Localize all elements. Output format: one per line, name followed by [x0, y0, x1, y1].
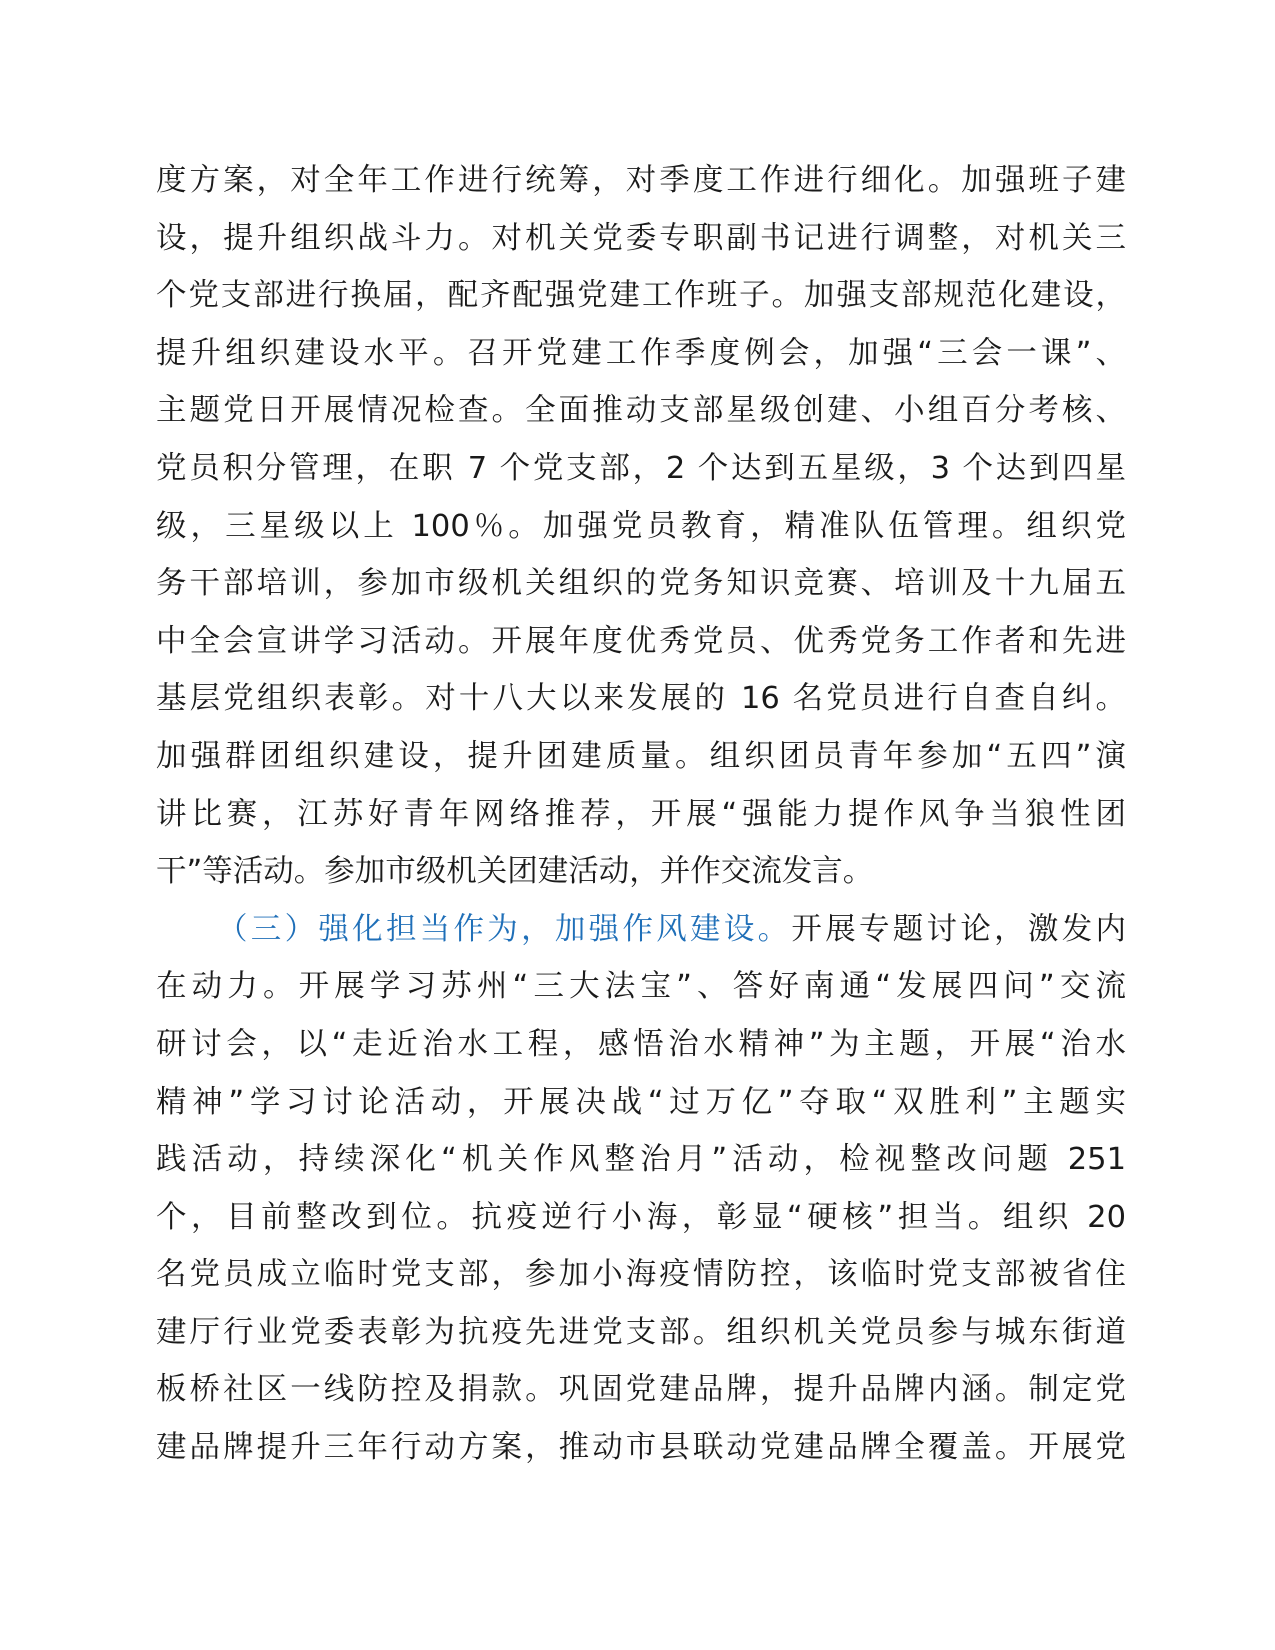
- paragraph-1-line-3: 个党支部进行换届，配齐配强党建工作班子。加强支部规范化建设，: [156, 278, 1126, 314]
- paragraph-2-line-7: 名党员成立临时党支部，参加小海疫情防控，该临时党支部被省住: [156, 1257, 1126, 1293]
- document-body: [156, 152, 1126, 1477]
- paragraph-1-line-7: 级，三星级以上 100％。加强党员教育，精准队伍管理。组织党: [156, 508, 1126, 544]
- section-heading: （三）强化担当作为，加强作风建设。: [217, 911, 792, 947]
- paragraph-1-line-9: 中全会宣讲学习活动。开展年度优秀党员、优秀党务工作者和先进: [156, 623, 1126, 659]
- paragraph-2-line-2: 在动力。开展学习苏州“三大法宝”、答好南通“发展四问”交流: [156, 969, 1126, 1005]
- paragraph-1-line-11: 加强群团组织建设，提升团建质量。组织团员青年参加“五四”演: [156, 738, 1126, 774]
- paragraph-2-line-8: 建厅行业党委表彰为抗疫先进党支部。组织机关党员参与城东街道: [156, 1314, 1126, 1350]
- paragraph-1-line-10: 基层党组织表彰。对十八大以来发展的 16 名党员进行自查自纠。: [156, 681, 1126, 717]
- paragraph-1-line-13: 干”等活动。参加市级机关团建活动，并作交流发言。: [156, 854, 874, 890]
- paragraph-2-line-1-rest: 开展专题讨论，激发内: [791, 911, 1127, 947]
- paragraph-2-line-1: [156, 901, 1126, 959]
- paragraph-1-line-5: 主题党日开展情况检查。全面推动支部星级创建、小组百分考核、: [156, 393, 1126, 429]
- paragraph-2-line-5: 践活动，持续深化“机关作风整治月”活动，检视整改问题 251: [156, 1142, 1126, 1178]
- paragraph-1-line-8: 务干部培训，参加市级机关组织的党务知识竞赛、培训及十九届五: [156, 566, 1126, 602]
- paragraph-1-line-4: 提升组织建设水平。召开党建工作季度例会，加强“三会一课”、: [156, 335, 1126, 371]
- paragraph-2-line-6: 个，目前整改到位。抗疫逆行小海，彰显“硬核”担当。组织 20: [156, 1199, 1126, 1235]
- paragraph-1-line-2: 设，提升组织战斗力。对机关党委专职副书记进行调整，对机关三: [156, 220, 1126, 256]
- paragraph-1-line-6: 党员积分管理，在职 7 个党支部，2 个达到五星级，3 个达到四星: [156, 450, 1126, 486]
- paragraph-2-line-10: 建品牌提升三年行动方案，推动市县联动党建品牌全覆盖。开展党: [156, 1430, 1126, 1466]
- paragraph-1-line-12: 讲比赛，江苏好青年网络推荐，开展“强能力提作风争当狼性团: [156, 796, 1126, 832]
- paragraph-1-line-1: 度方案，对全年工作进行统筹，对季度工作进行细化。加强班子建: [156, 163, 1126, 198]
- paragraph-2-line-3: 研讨会，以“走近治水工程，感悟治水精神”为主题，开展“治水: [156, 1026, 1126, 1062]
- paragraph-2-line-9: 板桥社区一线防控及捐款。巩固党建品牌，提升品牌内涵。制定党: [156, 1372, 1126, 1408]
- paragraph-2-line-4: 精神”学习讨论活动，开展决战“过万亿”夺取“双胜利”主题实: [156, 1084, 1126, 1120]
